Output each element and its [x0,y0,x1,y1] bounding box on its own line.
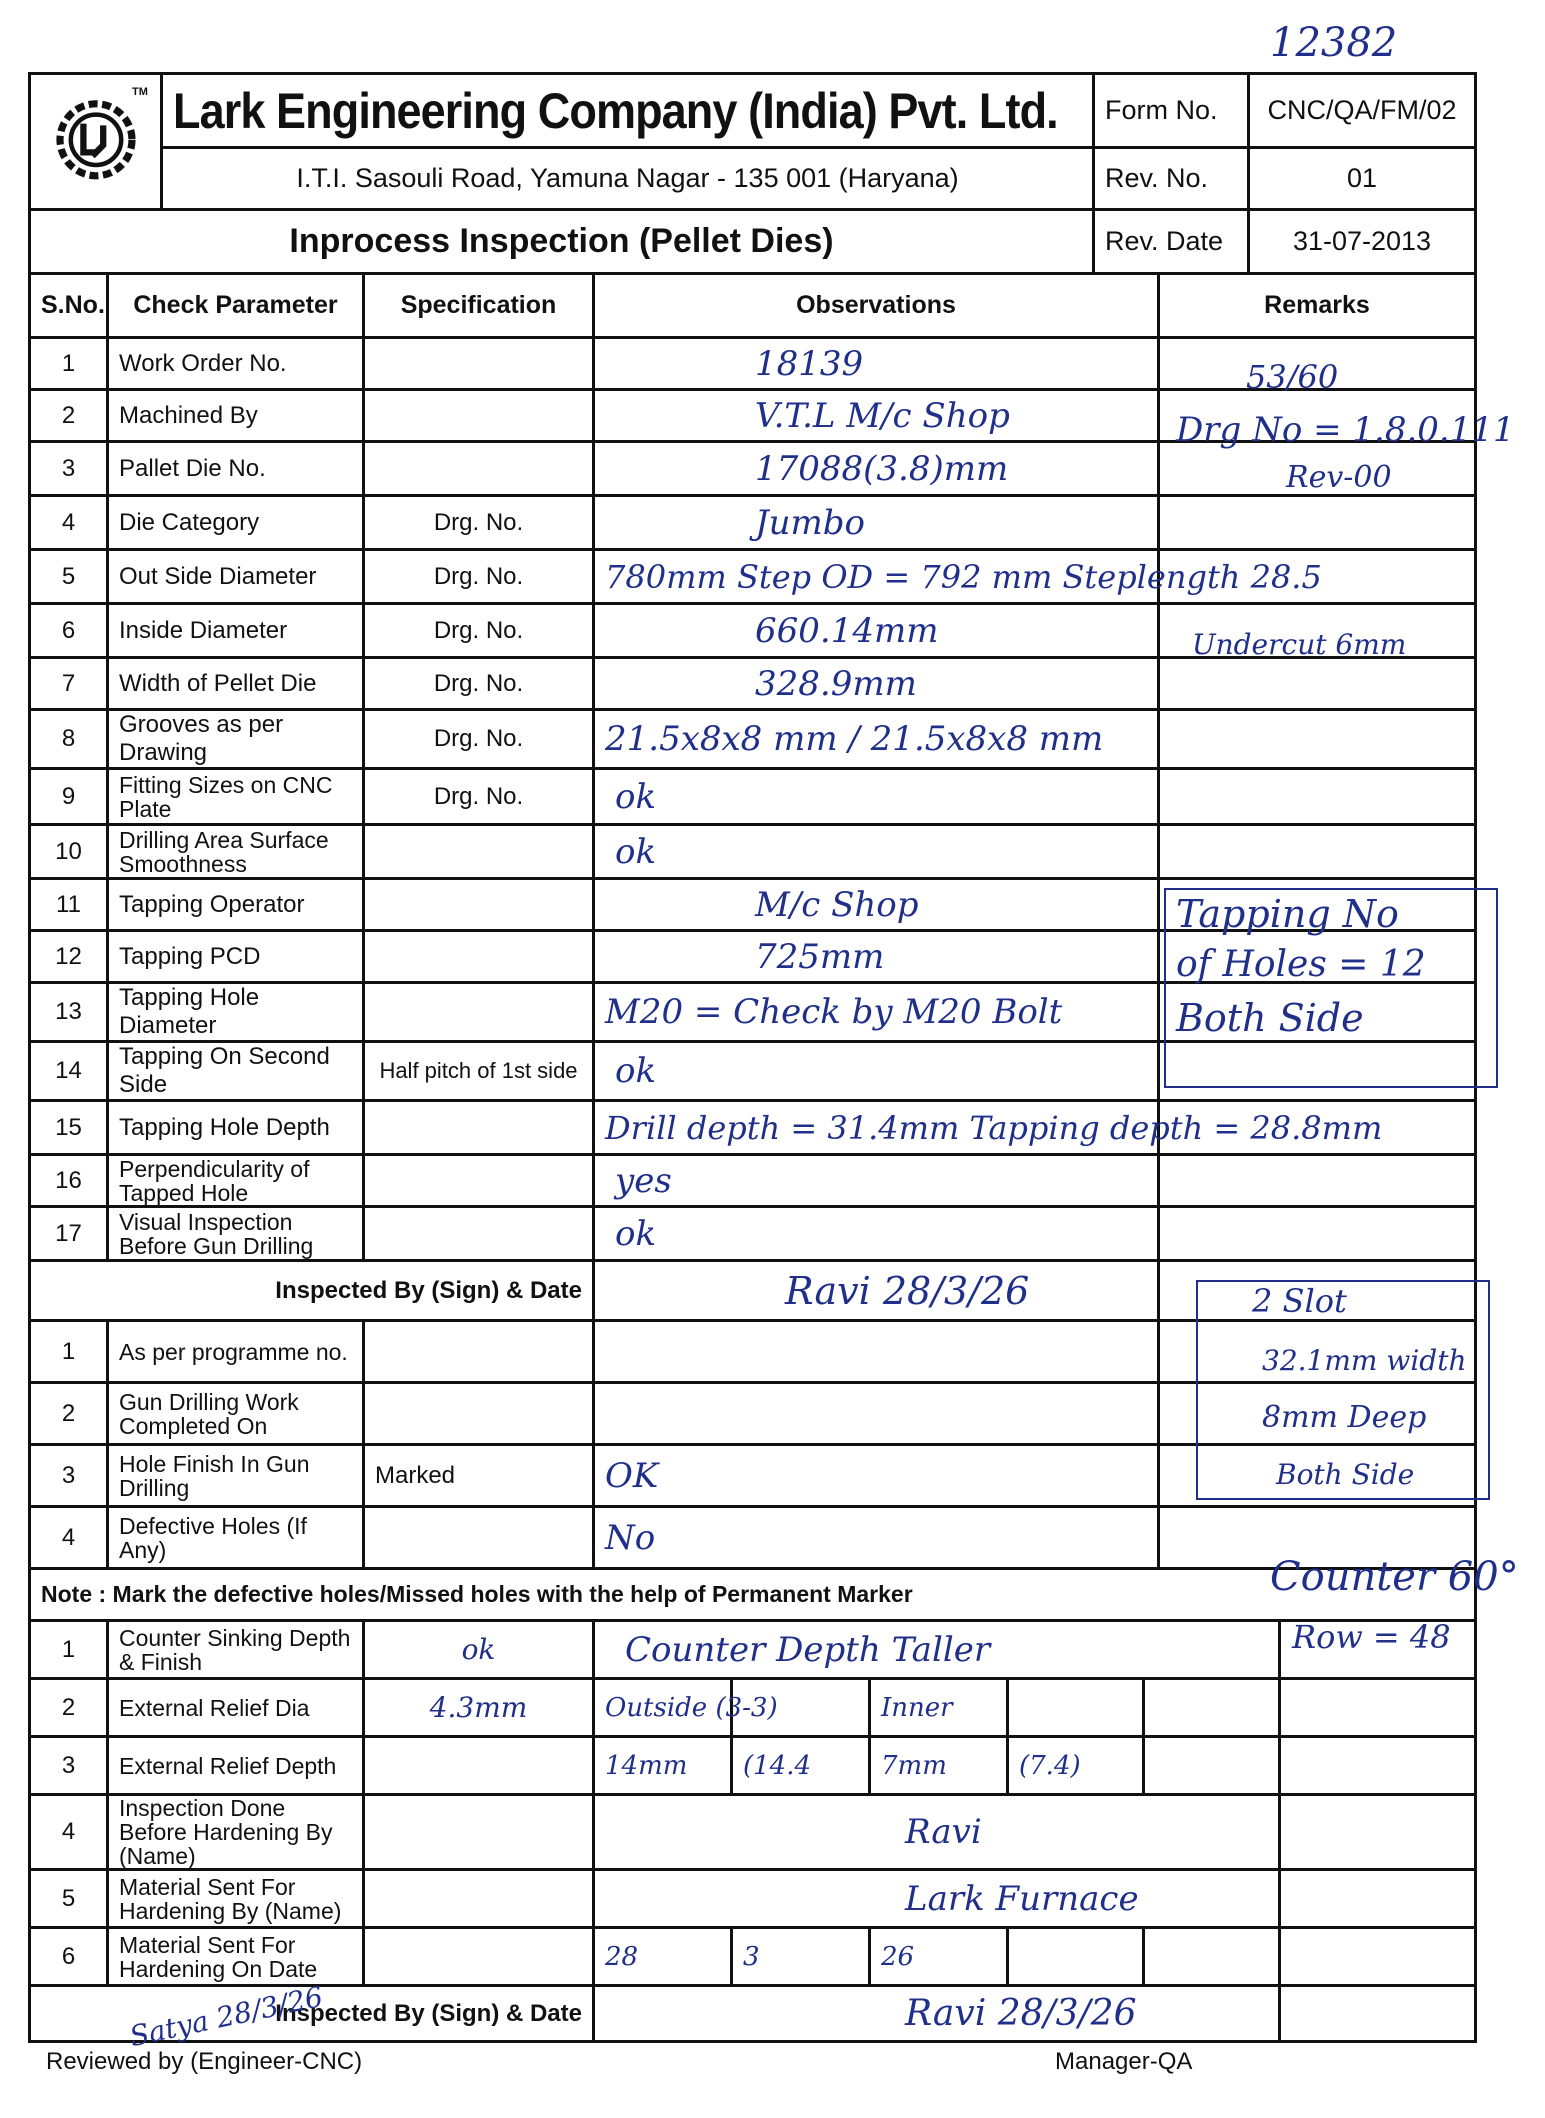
remark [1159,825,1476,879]
document-number: 12382 [1270,20,1398,66]
inspected-by-value-2: Ravi 28/3/26 [594,1986,1280,2042]
remark [1280,1928,1476,1986]
table-row [30,1928,1476,1986]
serial-no: 2 [30,390,108,442]
serial-no: 2 [30,1679,108,1737]
col-specification: Specification [364,274,594,338]
table-row [30,1101,1476,1155]
specification: Drg. No. [364,710,594,769]
specification [364,1207,594,1261]
check-parameter: Machined By [108,390,364,442]
specification: Drg. No. [364,604,594,658]
serial-no: 1 [30,1621,108,1679]
remark-tapping-1: Tapping No [1176,892,1399,936]
table-row [30,710,1476,769]
remark-slot-3: 8mm Deep [1262,1400,1427,1435]
observation-text: yes [615,1160,672,1201]
remark-work-order: 53/60 [1246,358,1339,396]
form-no-value: CNC/QA/FM/02 [1249,74,1476,148]
remark-slot-2: 32.1mm width [1262,1344,1467,1377]
observation [594,496,1159,550]
company-name: Lark Engineering Company (India) Pvt. Ltd. [173,82,1058,139]
remark [1159,1155,1476,1207]
observation [594,1101,1383,1155]
section-1-rows [30,338,1476,1261]
observation-text: 780mm Step OD = 792 mm Steplength 28.5 [605,557,1322,596]
observation-cell [1008,1679,1144,1737]
specification: Drg. No. [364,769,594,825]
specification [364,931,594,983]
observation [594,1870,1280,1928]
specification [364,983,594,1042]
serial-no: 10 [30,825,108,879]
remark-slot-4: Both Side [1276,1458,1415,1491]
check-parameter: External Relief Dia [108,1679,364,1737]
col-remarks: Remarks [1159,274,1476,338]
serial-no: 15 [30,1101,108,1155]
serial-no: 1 [30,338,108,390]
serial-no: 2 [30,1383,108,1445]
observation-text: M20 = Check by M20 Bolt [605,992,1063,1032]
observation-text: 21.5x8x8 mm / 21.5x8x8 mm [605,719,1104,759]
table-row [30,1870,1476,1928]
observation-text: M/c Shop [755,884,919,925]
observation-cell [732,1737,870,1795]
table-row [30,1207,1476,1261]
company-logo-icon [51,93,141,183]
remark-tapping-2: of Holes = 12 [1176,944,1426,985]
observation [594,1207,1159,1261]
specification [364,825,594,879]
table-row [30,496,1476,550]
specification [364,1795,594,1870]
serial-no: 16 [30,1155,108,1207]
specification [364,442,594,496]
serial-no: 5 [30,1870,108,1928]
rev-no-value: 01 [1249,148,1476,210]
check-parameter: Grooves as per Drawing [108,710,364,769]
logo-cell [30,74,162,210]
check-parameter: Inside Diameter [108,604,364,658]
section-3-rows [30,1621,1476,1986]
manager-qa-label: Manager-QA [1055,2048,1193,2075]
specification [364,1321,594,1383]
observation-text: ok [615,1213,657,1254]
serial-no: 3 [30,1737,108,1795]
specification [364,879,594,931]
observation [594,1621,1280,1679]
check-parameter: Work Order No. [108,338,364,390]
observation-text: 3 [743,1941,760,1972]
table-row [30,1507,1476,1569]
observation-cell [1008,1928,1144,1986]
observation [594,769,1159,825]
specification: Half pitch of 1st side [364,1042,594,1101]
check-parameter: Defective Holes (If Any) [108,1507,364,1569]
observation-text: Inner [881,1692,953,1723]
remark [1159,769,1476,825]
observation-text: 7mm [881,1750,947,1781]
check-parameter: Die Category [108,496,364,550]
observation-cell [1008,1737,1144,1795]
inspected-remark-2 [1280,1986,1476,2042]
check-parameter: Tapping Operator [108,879,364,931]
observation-text: 18139 [755,343,864,384]
reviewed-by-label: Reviewed by (Engineer-CNC) [46,2048,363,2075]
specification [364,1870,594,1928]
specification [364,1155,594,1207]
observation-text: Drill depth = 31.4mm Tapping depth = 28.8mm [605,1108,1383,1147]
check-parameter: As per programme no. [108,1321,364,1383]
table-row [30,1737,1476,1795]
specification: 4.3mm [364,1679,594,1737]
observation [594,710,1159,769]
specification [364,1383,594,1445]
observation-cell [594,1928,732,1986]
specification [364,390,594,442]
observation-cell [732,1928,870,1986]
serial-no: 6 [30,1928,108,1986]
check-parameter: Fitting Sizes on CNC Plate [108,769,364,825]
observation-text: (7.4) [1019,1750,1081,1781]
specification [364,1737,594,1795]
remark-revision: Rev-00 [1286,460,1392,495]
observation [594,390,1159,442]
remark [1159,658,1476,710]
observation-text: Counter Depth Taller [625,1629,991,1670]
serial-no: 17 [30,1207,108,1261]
observation [594,1155,1159,1207]
observation-cell [1144,1737,1280,1795]
col-check-parameter: Check Parameter [108,274,364,338]
check-parameter: Drilling Area Surface Smoothness [108,825,364,879]
observation [594,442,1159,496]
column-header-row [30,274,1476,338]
table-row [30,1155,1476,1207]
check-parameter: Tapping Hole Diameter [108,983,364,1042]
check-parameter: Pallet Die No. [108,442,364,496]
remark-drawing-no: Drg No = 1.8.0.111 [1176,410,1515,450]
remark [1280,1870,1476,1928]
observation-cell [870,1928,1008,1986]
rev-no-label: Rev. No. [1094,148,1249,210]
check-parameter: Counter Sinking Depth & Finish [108,1621,364,1679]
col-observations: Observations [594,274,1159,338]
specification [364,1101,594,1155]
check-parameter: Visual Inspection Before Gun Drilling [108,1207,364,1261]
observation-text: 17088(3.8)mm [755,448,1009,489]
remark-tapping-3: Both Side [1176,996,1364,1040]
remark-slot-1: 2 Slot [1252,1282,1347,1320]
check-parameter: Inspection Done Before Hardening By (Name) [108,1795,364,1870]
check-parameter: Tapping Hole Depth [108,1101,364,1155]
remark-undercut: Undercut 6mm [1192,628,1407,661]
check-parameter: Material Sent For Hardening On Date [108,1928,364,1986]
remark [1159,1207,1476,1261]
remark [1280,1737,1476,1795]
table-row [30,769,1476,825]
observation [594,1321,1159,1383]
observation-text: Ravi [905,1812,982,1852]
observation-text: V.T.L M/c Shop [755,395,1010,436]
serial-no: 1 [30,1321,108,1383]
observation-cell [594,1737,732,1795]
observation-text: 725mm [755,936,885,977]
rev-date-label: Rev. Date [1094,210,1249,274]
observation-text: Lark Furnace [905,1878,1139,1919]
remark [1159,496,1476,550]
remark [1280,1679,1476,1737]
inspected-by-label: Inspected By (Sign) & Date [30,1261,594,1321]
remark [1280,1795,1476,1870]
observation [594,1383,1159,1445]
specification [364,1507,594,1569]
serial-no: 3 [30,1445,108,1507]
section-3-table [28,1619,1477,2043]
serial-no: 4 [30,1795,108,1870]
observation-text: Outside (3-3) [605,1692,778,1723]
inspected-by-value-1: Ravi 28/3/26 [594,1261,1159,1321]
serial-no: 9 [30,769,108,825]
observation-text: 328.9mm [755,663,917,704]
table-row [30,1795,1476,1870]
observation-cell [870,1679,1008,1737]
table-row [30,550,1476,604]
form-no-label: Form No. [1094,74,1249,148]
check-parameter: Perpendicularity of Tapped Hole [108,1155,364,1207]
remark-row: Row = 48 [1292,1618,1451,1656]
serial-no: 11 [30,879,108,931]
observation-text: 26 [881,1941,915,1972]
specification: Drg. No. [364,550,594,604]
observation [594,825,1159,879]
serial-no: 6 [30,604,108,658]
serial-no: 14 [30,1042,108,1101]
reviewer-signature: Satya 28/3/26 [126,1979,326,2054]
note-row [30,1569,1476,1621]
company-address: I.T.I. Sasouli Road, Yamuna Nagar - 135 001 (Haryana) [162,148,1094,210]
observation [594,1445,1159,1507]
observation [594,550,1322,604]
serial-no: 8 [30,710,108,769]
remark-counter: Counter 60° [1270,1554,1519,1600]
check-parameter: Gun Drilling Work Completed On [108,1383,364,1445]
specification: Drg. No. [364,496,594,550]
specification [364,338,594,390]
check-parameter: Width of Pellet Die [108,658,364,710]
specification [364,1928,594,1986]
check-parameter: Tapping On Second Side [108,1042,364,1101]
company-name-cell [162,74,1094,148]
table-row [30,658,1476,710]
observation-text: OK [605,1455,659,1496]
specification: Drg. No. [364,658,594,710]
observation-text: ok [615,1051,657,1091]
observation-cell [1144,1928,1280,1986]
observation [594,338,1159,390]
table-row [30,825,1476,879]
serial-no: 4 [30,1507,108,1569]
serial-no: 7 [30,658,108,710]
observation-text: ok [615,831,657,872]
serial-no: 5 [30,550,108,604]
check-parameter: Hole Finish In Gun Drilling [108,1445,364,1507]
serial-no: 4 [30,496,108,550]
observation [594,1795,1280,1870]
observation [594,658,1159,710]
note-text: Note : Mark the defective holes/Missed holes with the help of Permanent Marker [30,1569,1476,1621]
check-parameter: External Relief Depth [108,1737,364,1795]
observation [594,604,1159,658]
specification: ok [364,1621,594,1679]
inspected-by-label-2: Inspected By (Sign) & Date [30,1986,594,2042]
specification: Marked [364,1445,594,1507]
table-row [30,1679,1476,1737]
check-parameter: Material Sent For Hardening By (Name) [108,1870,364,1928]
serial-no: 12 [30,931,108,983]
observation-text: 660.14mm [755,610,939,651]
form-title: Inprocess Inspection (Pellet Dies) [30,210,1094,274]
col-sno: S.No. [30,274,108,338]
observation-text: 28 [605,1941,639,1972]
observation-cell [594,1679,778,1737]
serial-no: 13 [30,983,108,1042]
remark [1159,710,1476,769]
observation-cell [1144,1679,1280,1737]
observation-text: ok [615,776,657,817]
observation [594,1507,1159,1569]
form-header [28,72,1477,275]
observation [594,879,1159,931]
observation [594,1042,1159,1101]
observation-text: Jumbo [755,502,866,543]
observation [594,983,1159,1042]
table-row [30,1621,1476,1679]
check-parameter: Tapping PCD [108,931,364,983]
observation-text: (14.4 [743,1750,812,1781]
check-parameter: Out Side Diameter [108,550,364,604]
trademark-mark: TM [132,86,148,98]
observation-text: 14mm [605,1750,688,1781]
rev-date-value: 31-07-2013 [1249,210,1476,274]
serial-no: 3 [30,442,108,496]
observation-cell [870,1737,1008,1795]
observation [594,931,1159,983]
observation-text: No [605,1517,656,1558]
